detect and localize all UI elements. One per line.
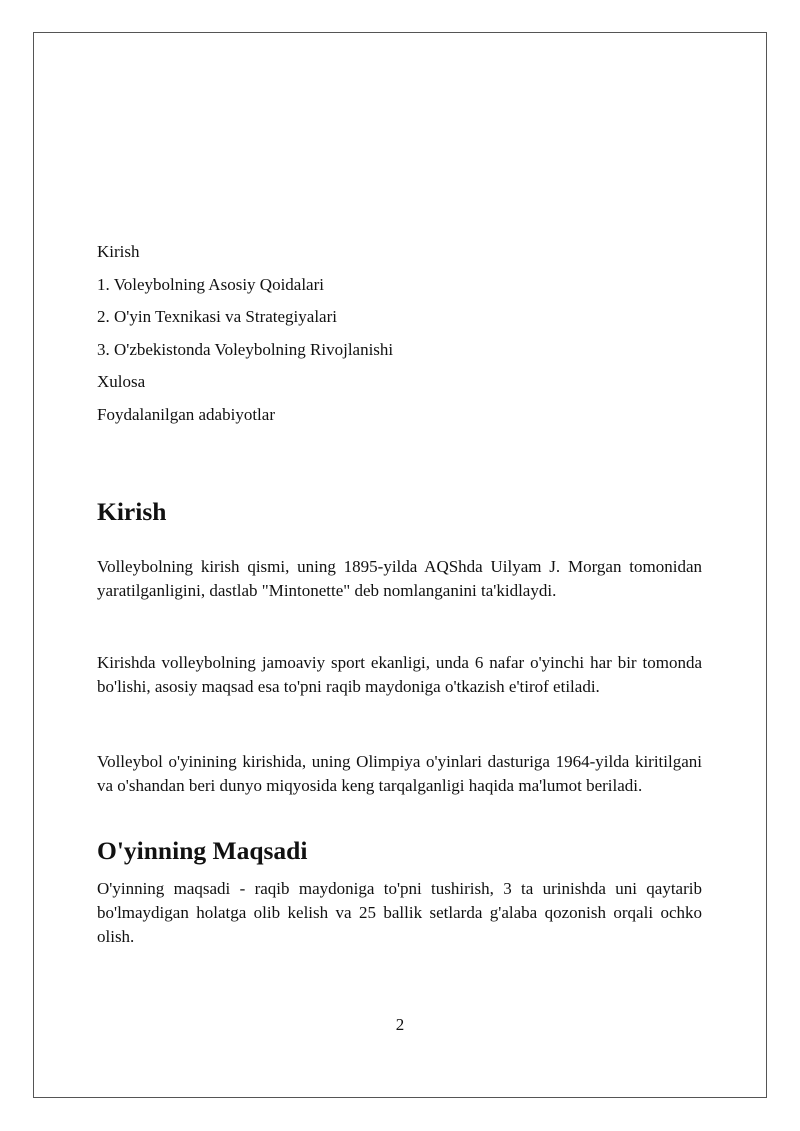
- page-number: 2: [395, 1015, 405, 1034]
- paragraph: O'yinning maqsadi - raqib maydoniga to'pni tushirish, 3 ta urinishda uni qaytarib bo'lmaydigan holatga olib kelish va 25 ballik setlarda g'alaba qozonish orqali ochko olish.: [97, 878, 702, 946]
- toc-item-uzbekistan: 3. O'zbekistonda Voleybolning Rivojlanishi: [97, 339, 394, 359]
- paragraph: Volleybolning kirish qismi, uning 1895-yilda AQShda Uilyam J. Morgan tomonidan yaratilganligini, dastlab "Mintonette" deb nomlanganini ta'kidlaydi.: [97, 556, 702, 600]
- toc-item-rules: 1. Voleybolning Asosiy Qoidalari: [97, 274, 324, 294]
- toc-item-conclusion: Xulosa: [97, 372, 146, 392]
- toc-item-introduction: Kirish: [97, 242, 140, 261]
- paragraph: Kirishda volleybolning jamoaviy sport ekanligi, unda 6 nafar o'yinchi har bir tomonda bo'lishi, asosiy maqsad esa to'pni raqib maydoniga o'tkazish e'tirof etiladi.: [97, 652, 702, 696]
- section-heading-introduction: Kirish: [97, 496, 167, 526]
- section-heading-game-goal: O'yinning Maqsadi: [97, 835, 308, 865]
- paragraph: Volleybol o'yinining kirishida, uning Olimpiya o'yinlari dasturiga 1964-yilda kiritilgani va o'shandan beri dunyo miqyosida keng tarqalganligi haqida ma'lumot beriladi.: [97, 751, 702, 795]
- toc-item-references: Foydalanilgan adabiyotlar: [97, 404, 275, 424]
- table-of-contents: [97, 240, 702, 436]
- toc-item-technique: 2. O'yin Texnikasi va Strategiyalari: [97, 307, 337, 327]
- page-content: [97, 240, 702, 949]
